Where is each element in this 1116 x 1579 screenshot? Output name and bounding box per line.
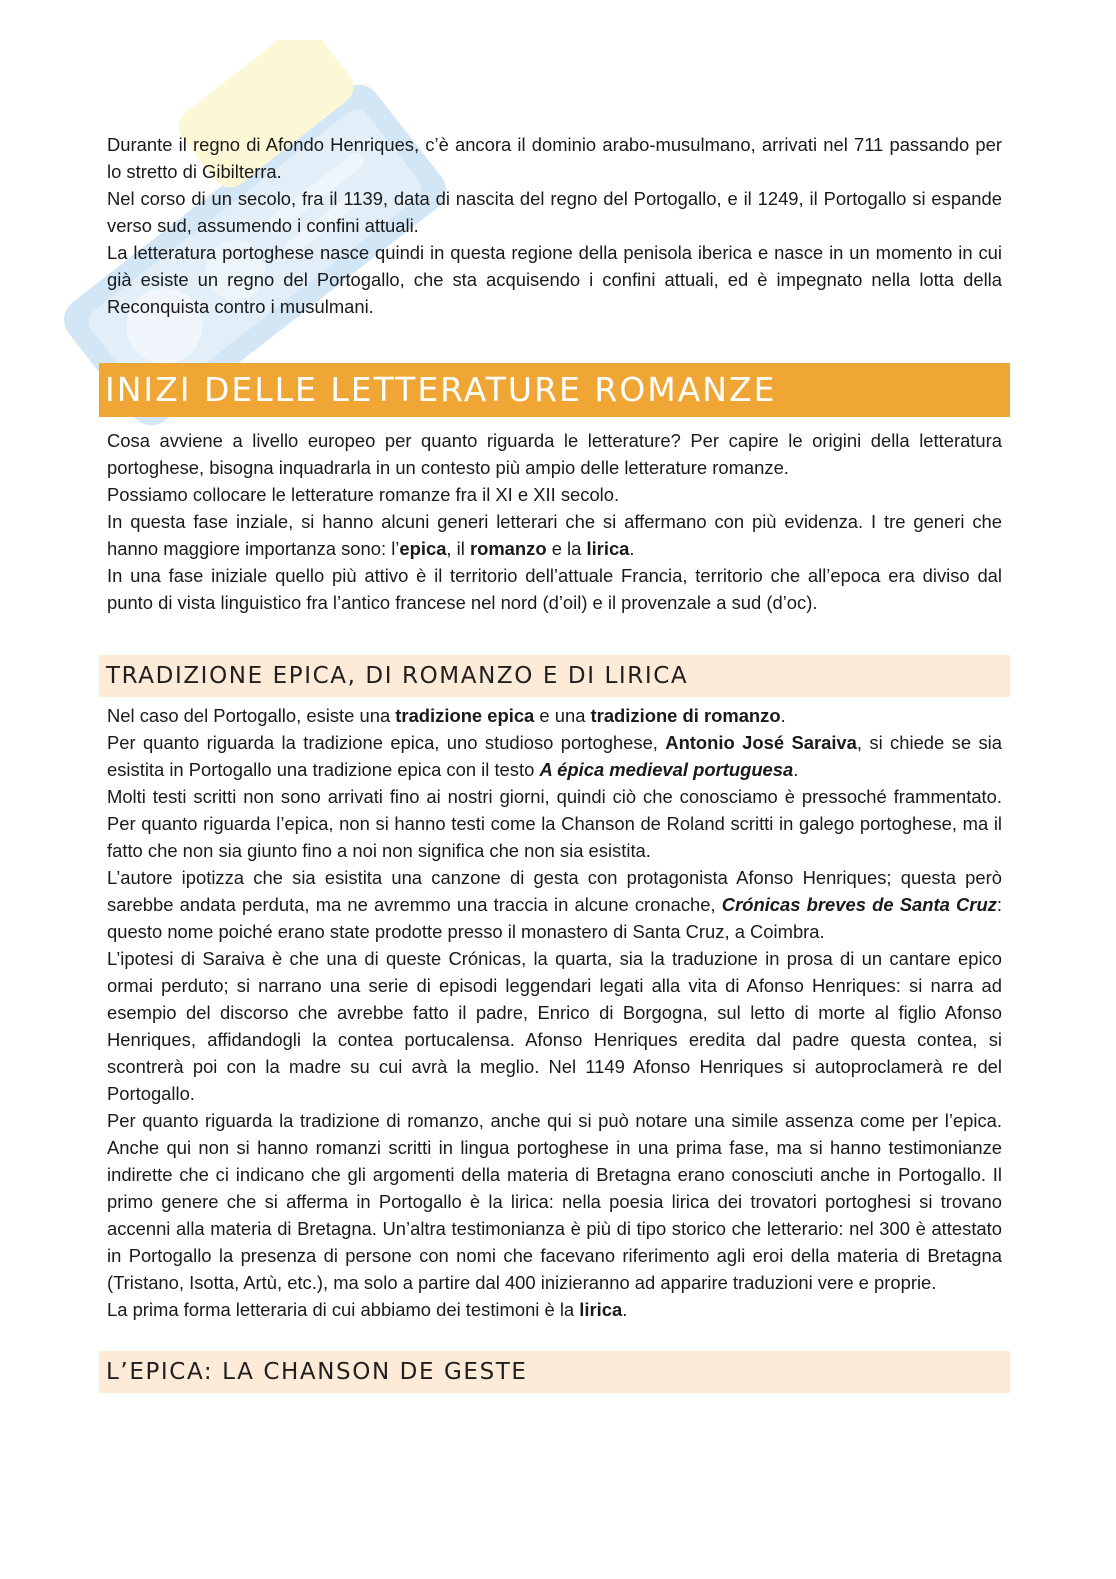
bold-term: tradizione di romanzo [590,705,781,726]
bold-term: epica [399,538,447,559]
section2-paragraph-3: Molti testi scritti non sono arrivati fino ai nostri giorni, quindi ciò che conosciamo è pressoché frammentato. Per quanto riguarda l’epica, non si hanno testi come la Chanson de Roland scritti in galego portoghese, ma il fatto che non sia giunto fino a noi non significa che non sia esistita. [107,786,1002,861]
section-heading-tradizione: TRADIZIONE EPICA, DI ROMANZO E DI LIRICA [99,655,1010,697]
section2-paragraph-7: La prima forma letteraria di cui abbiamo dei testimoni è la lirica. [107,1299,628,1320]
bold-term: lirica [586,538,630,559]
italic-book-title: A épica medieval portuguesa [539,759,794,780]
section2-paragraph-2: Per quanto riguarda la tradizione epica, uno studioso portoghese, Antonio José Saraiva, si chiede se sia esistita in Portogallo una tradizione epica con il testo A épica medieval portuguesa. [107,732,1002,780]
section1-paragraph-1: Cosa avviene a livello europeo per quanto riguarda le letterature? Per capire le origini della letteratura portoghese, bisogna inquadrarla in un contesto più ampio delle letterature romanze. [107,430,1002,478]
document-page [107,131,1002,1398]
section-heading-epica: L’EPICA: LA CHANSON DE GESTE [99,1351,1010,1393]
section-heading-inizi: INIZI DELLE LETTERATURE ROMANZE [99,363,1010,417]
section1-paragraph-2: Possiamo collocare le letterature romanze fra il XI e XII secolo. [107,484,620,505]
intro-paragraph-3: La letteratura portoghese nasce quindi in questa regione della penisola iberica e nasce in un momento in cui già esiste un regno del Portogallo, che sta acquisendo i confini attuali, ed è impegnato nella lotta della Reconquista contro i musulmani. [107,242,1002,317]
intro-paragraph-2: Nel corso di un secolo, fra il 1139, data di nascita del regno del Portogallo, e il 1249, il Portogallo si espande verso sud, assumendo i confini attuali. [107,188,1002,236]
section2-paragraph-5: L’ipotesi di Saraiva è che una di queste Crónicas, la quarta, sia la traduzione in prosa di un cantare epico ormai perduto; si narrano una serie di episodi leggendari legati alla vita di Afonso Henriques: si narra ad esempio del discorso che avrebbe fatto il padre, Enrico di Borgogna, sul letto di morte al figlio Afonso Henriques, affidandogli la contea portucalensa. Afonso Henriques eredita dal padre questa contea, si scontrerà poi con la madre su cui avrà la meglio. Nel 1149 Afonso Henriques si autoproclamerà re del Portogallo. [107,948,1002,1104]
section1-paragraph-3: In questa fase inziale, si hanno alcuni generi letterari che si affermano con più evidenza. I tre generi che hanno maggiore importanza sono: l’epica, il romanzo e la lirica. [107,511,1002,559]
section1-paragraph-4: In una fase iniziale quello più attivo è il territorio dell’attuale Francia, territorio che all’epoca era diviso dal punto di vista linguistico fra l’antico francese nel nord (d’oil) e il provenzale a sud (d’oc). [107,565,1002,613]
bold-term: romanzo [469,538,547,559]
italic-chronicle-title: Crónicas breves de Santa Cruz [721,894,997,915]
bold-author-name: Antonio José Saraiva [665,732,857,753]
intro-paragraph-1: Durante il regno di Afondo Henriques, c’è ancora il dominio arabo-musulmano, arrivati nel 711 passando per lo stretto di Gibilterra. [107,134,1002,182]
bold-term: lirica [579,1299,623,1320]
bold-term: tradizione epica [395,705,535,726]
section2-paragraph-4: L’autore ipotizza che sia esistita una canzone di gesta con protagonista Afonso Henriques; questa però sarebbe andata perduta, ma ne avremmo una traccia in alcune cronache, Crónicas breves de Santa Cruz: questo nome poiché erano state prodotte presso il monastero di Santa Cruz, a Coimbra. [107,867,1002,942]
section2-paragraph-6: Per quanto riguarda la tradizione di romanzo, anche qui si può notare una simile assenza come per l’epica. Anche qui non si hanno romanzi scritti in lingua portoghese in una prima fase, ma si hanno testimonianze indirette che ci indicano che gli argomenti della materia di Bretagna erano conosciuti anche in Portogallo. Il primo genere che si afferma in Portogallo è la lirica: nella poesia lirica dei trovatori portoghesi si trovano accenni alla materia di Bretagna. Un’altra testimonianza è più di tipo storico che letterario: nel 300 è attestato in Portogallo la presenza di persone con nomi che facevano riferimento agli eroi della materia di Bretagna (Tristano, Isotta, Artù, etc.), ma solo a partire dal 400 inizieranno ad apparire traduzioni vere e proprie. [107,1110,1002,1293]
section2-paragraph-1: Nel caso del Portogallo, esiste una tradizione epica e una tradizione di romanzo. [107,705,786,726]
